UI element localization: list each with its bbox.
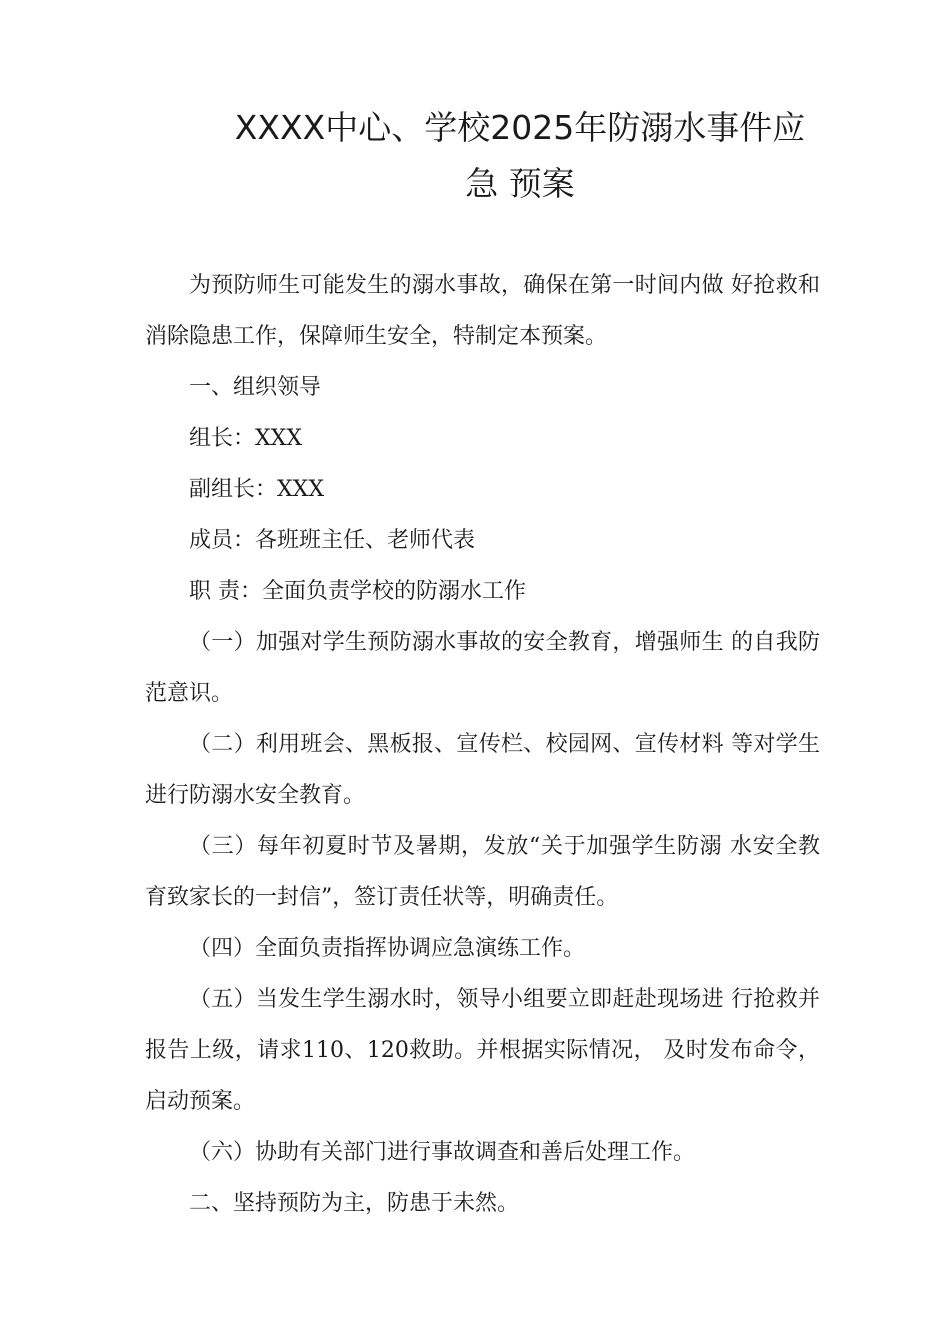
section-heading-prevention: 二、坚持预防为主，防患于未然。 — [189, 1191, 520, 1216]
paragraph-item-3: （三）每年初夏时节及暑期，发放“关于加强学生防溺 水安全教育致家长的一封信”，签订责任状等，明确责任。 — [145, 834, 820, 910]
paragraph-item-4: （四）全面负责指挥协调应急演练工作。 — [189, 936, 586, 961]
paragraph-item-6: （六）协助有关部门进行事故调查和善后处理工作。 — [189, 1140, 696, 1165]
paragraph-item-5: （五）当发生学生溺水时，领导小组要立即赶赴现场进 行抢救并报告上级，请求110、120救助。并根据实际情况， 及时发布命令，启动预案。 — [145, 987, 820, 1114]
paragraph-deputy-leader: 副组长：XXX — [189, 477, 324, 502]
paragraph-intro: 为预防师生可能发生的溺水事故，确保在第一时间内做 好抢救和消除隐患工作，保障师生安全，特制定本预案。 — [145, 273, 820, 349]
paragraph-duties: 职 责：全面负责学校的防溺水工作 — [189, 579, 526, 604]
document-title — [140, 100, 900, 212]
paragraph-item-1: （一）加强对学生预防溺水事故的安全教育，增强师生 的自我防范意识。 — [145, 630, 820, 706]
document-body — [145, 260, 820, 1229]
title-line-2: 急 预案 — [465, 164, 575, 203]
section-heading-organization: 一、组织领导 — [189, 375, 322, 400]
paragraph-members: 成员：各班班主任、老师代表 — [189, 528, 476, 553]
paragraph-item-2: （二）利用班会、黑板报、宣传栏、校园网、宣传材料 等对学生进行防溺水安全教育。 — [145, 732, 820, 808]
paragraph-leader: 组长：XXX — [189, 426, 302, 451]
title-line-1: XXXX中心、学校2025年防溺水事件应 — [234, 108, 806, 147]
